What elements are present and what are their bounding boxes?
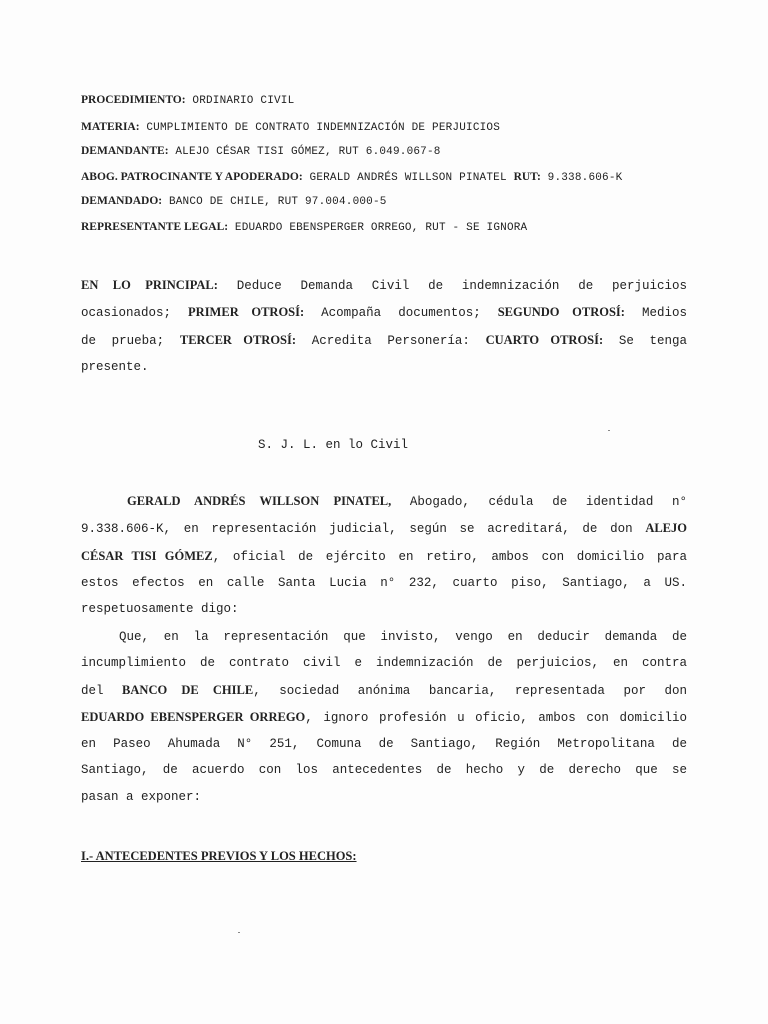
- text: Acredita Personería:: [296, 333, 486, 348]
- intro-paragraph: [81, 488, 687, 622]
- text: Santiago, de acuerdo con los antecedentes de hecho y de derecho que se: [81, 763, 687, 778]
- caption-rut-value: 9.338.606-K: [547, 172, 623, 184]
- body-line-3: [81, 677, 687, 704]
- caption-label: DEMANDADO:: [81, 195, 163, 207]
- caption-procedimiento: [81, 94, 294, 107]
- body-line-1: [81, 624, 687, 650]
- body-line-4: [81, 704, 687, 731]
- text: Medios: [624, 306, 687, 321]
- caption-value: ALEJO CÉSAR TISI GÓMEZ, RUT 6.049.067-8: [175, 146, 441, 158]
- intro-line-4: [81, 570, 687, 596]
- caption-label: DEMANDANTE:: [81, 145, 169, 157]
- text: ocasionados;: [81, 306, 189, 321]
- caption-value: GERALD ANDRÉS WILLSON PINATEL: [309, 172, 507, 184]
- summary-paragraph: [81, 272, 687, 380]
- text: del: [81, 683, 123, 698]
- bold-text: GERALD ANDRÉS WILLSON PINATEL,: [127, 494, 392, 508]
- summary-line-4: [81, 354, 687, 380]
- summary-line-1: [81, 272, 687, 299]
- text: Acompaña documentos;: [304, 306, 498, 321]
- text: presente.: [81, 359, 149, 374]
- caption-value: CUMPLIMIENTO DE CONTRATO INDEMNIZACIÓN DE PERJUICIOS: [146, 122, 501, 134]
- body-line-6: [81, 757, 687, 783]
- bold-text: SEGUNDO OTROSÍ:: [497, 305, 625, 320]
- intro-line-5: [81, 596, 687, 622]
- text: Abogado, cédula de identidad n°: [391, 495, 687, 509]
- body-line-5: [81, 731, 687, 757]
- bold-text: PRIMER OTROSÍ:: [188, 305, 305, 320]
- caption-label: ABOG. PATROCINANTE Y APODERADO:: [81, 171, 303, 183]
- text: de prueba;: [81, 333, 180, 348]
- text: en Paseo Ahumada N° 251, Comuna de Santiago, Región Metropolitana de: [81, 737, 687, 752]
- text: Deduce Demanda Civil de indemnización de perjuicios: [217, 279, 687, 293]
- caption-value: ORDINARIO CIVIL: [192, 95, 295, 107]
- text: respetuosamente digo:: [81, 602, 239, 617]
- bold-text: TERCER OTROSÍ:: [179, 332, 297, 347]
- section-heading: I.- ANTECEDENTES PREVIOS Y LOS HECHOS:: [81, 849, 357, 863]
- bold-text: EDUARDO EBENSPERGER ORREGO: [81, 709, 306, 724]
- summary-line-3: [81, 327, 687, 354]
- bold-text: CUARTO OTROSÍ:: [485, 332, 604, 347]
- text: 9.338.606-K, en representación judicial, según se acreditará, de don: [81, 522, 646, 537]
- text: Que, en la representación que invisto, vengo en deducir demanda de: [119, 630, 687, 644]
- intro-line-3: [81, 543, 687, 570]
- court-addressee: S. J. L. en lo Civil: [258, 438, 409, 452]
- intro-line-1: [81, 488, 687, 515]
- caption-rut-label: RUT:: [513, 171, 541, 183]
- caption-value: EDUARDO EBENSPERGER ORREGO, RUT - SE IGNORA: [234, 222, 528, 234]
- bold-text: BANCO DE CHILE: [122, 682, 254, 697]
- bold-text: EN LO PRINCIPAL:: [81, 278, 218, 292]
- scan-speck: [238, 932, 240, 933]
- caption-demandado: [81, 195, 387, 208]
- caption-materia: [81, 121, 500, 134]
- summary-line-2: [81, 299, 687, 326]
- text: pasan a exponer:: [81, 789, 202, 804]
- text: Se tenga: [603, 333, 688, 348]
- caption-demandante: [81, 145, 441, 158]
- bold-text: CÉSAR TISI GÓMEZ: [81, 548, 213, 563]
- caption-abogado: [81, 171, 622, 184]
- caption-label: PROCEDIMIENTO:: [81, 94, 186, 106]
- body-line-7: [81, 784, 687, 810]
- caption-value: BANCO DE CHILE, RUT 97.004.000-5: [168, 196, 387, 208]
- text: , sociedad anónima bancaria, representada por don: [253, 683, 687, 698]
- text: estos efectos en calle Santa Lucia n° 232, cuarto piso, Santiago, a US.: [81, 575, 687, 590]
- text: , ignoro profesión u oficio, ambos con domicilio: [305, 710, 687, 725]
- intro-line-2: [81, 515, 687, 542]
- text: , oficial de ejército en retiro, ambos con domicilio para: [212, 549, 687, 564]
- caption-representante: [81, 221, 527, 234]
- scan-speck: [608, 430, 610, 431]
- body-paragraph: [81, 624, 687, 810]
- text: incumplimiento de contrato civil e indemnización de perjuicios, en contra: [81, 656, 687, 671]
- bold-text: ALEJO: [645, 521, 687, 536]
- caption-label: MATERIA:: [81, 121, 140, 133]
- body-line-2: [81, 650, 687, 676]
- caption-label: REPRESENTANTE LEGAL:: [81, 221, 229, 233]
